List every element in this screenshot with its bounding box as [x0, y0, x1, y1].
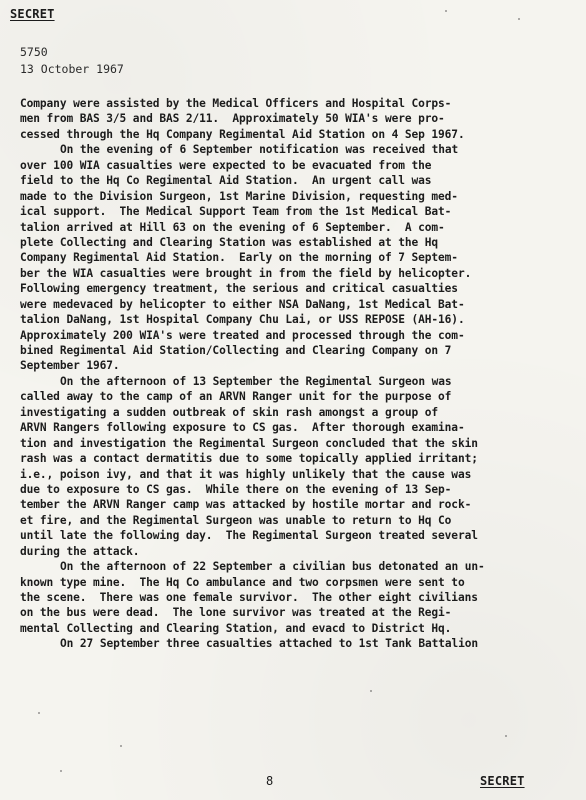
text-line: talion DaNang, 1st Hospital Company Chu Lai, or USS REPOSE (AH-16). [20, 313, 465, 327]
text-line: On 27 September three casualties attached to 1st Tank Battalion [60, 637, 479, 651]
text-line: ical support. The Medical Support Team from the 1st Medical Bat- [20, 205, 452, 219]
text-line: Following emergency treatment, the serious and critical casualties [20, 282, 458, 296]
document-date: 13 October 1967 [20, 62, 124, 76]
text-line: investigating a sudden outbreak of skin rash amongst a group of [20, 405, 439, 419]
text-line: known type mine. The Hq Co ambulance and two corpsmen were sent to [20, 575, 465, 589]
text-line: field to the Hq Co Regimental Aid Station. An urgent call was [20, 174, 432, 188]
paper-speck [120, 745, 122, 747]
text-line: tember the ARVN Ranger camp was attacked by hostile mortar and rock- [20, 498, 472, 512]
text-line: the scene. There was one female survivor. The other eight civilians [20, 591, 478, 604]
text-line: On the afternoon of 13 September the Regimental Surgeon was [60, 374, 452, 388]
paper-speck [370, 690, 372, 692]
text-line: Approximately 200 WIA's were treated and processed through the com- [20, 328, 465, 342]
text-line: until late the following day. The Regimental Surgeon treated several [20, 529, 478, 543]
page-number: 8 [266, 774, 274, 788]
text-line: Company were assisted by the Medical Officers and Hospital Corps- [20, 97, 452, 110]
text-line: due to exposure to CS gas. While there on the evening of 13 Sep- [20, 482, 452, 496]
classification-marking-top: SECRET [10, 7, 55, 21]
text-line: plete Collecting and Clearing Station was established at the Hq [20, 235, 439, 249]
reference-number: 5750 [20, 45, 48, 59]
paper-speck [518, 18, 520, 20]
paper-speck [445, 10, 447, 12]
text-line: bined Regimental Aid Station/Collecting and Clearing Company on 7 [20, 344, 452, 357]
text-line: cessed through the Hq Company Regimental Aid Station on 4 Sep 1967. [20, 127, 465, 141]
paper-speck [505, 735, 507, 737]
text-line: made to the Division Surgeon, 1st Marine Division, requesting med- [20, 189, 458, 203]
text-line: tion and investigation the Regimental Surgeon concluded that the skin [20, 436, 478, 450]
text-line: ARVN Rangers following exposure to CS gas. After thorough examina- [20, 421, 465, 435]
text-line: On the afternoon of 22 September a civilian bus detonated an un- [60, 560, 485, 574]
paper-speck [38, 712, 40, 714]
classification-marking-bottom: SECRET [480, 774, 525, 788]
body-text [20, 96, 580, 652]
text-line: during the attack. [20, 544, 140, 558]
text-line: over 100 WIA casualties were expected to be evacuated from the [20, 158, 432, 172]
text-line: rash was a contact dermatitis due to some topically applied irritant; [20, 452, 478, 466]
text-line: on the bus were dead. The lone survivor was treated at the Regi- [20, 606, 452, 620]
text-line: et fire, and the Regimental Surgeon was unable to return to Hq Co [20, 513, 452, 527]
text-line: men from BAS 3/5 and BAS 2/11. Approximately 50 WIA's were pro- [20, 112, 445, 126]
text-line: September 1967. [20, 359, 120, 373]
text-line: On the evening of 6 September notification was received that [60, 143, 459, 157]
text-line: ber the WIA casualties were brought in from the field by helicopter. [20, 266, 472, 280]
text-line: talion arrived at Hill 63 on the evening of 6 September. A com- [20, 220, 445, 234]
text-line: called away to the camp of an ARVN Ranger unit for the purpose of [20, 390, 452, 404]
text-line: mental Collecting and Clearing Station, and evacd to District Hq. [20, 621, 452, 635]
text-line: i.e., poison ivy, and that it was highly unlikely that the cause was [20, 467, 472, 481]
text-line: Company Regimental Aid Station. Early on the morning of 7 Septem- [20, 251, 458, 265]
text-line: were medevaced by helicopter to either NSA DaNang, 1st Medical Bat- [20, 297, 465, 311]
paper-speck [60, 770, 62, 772]
